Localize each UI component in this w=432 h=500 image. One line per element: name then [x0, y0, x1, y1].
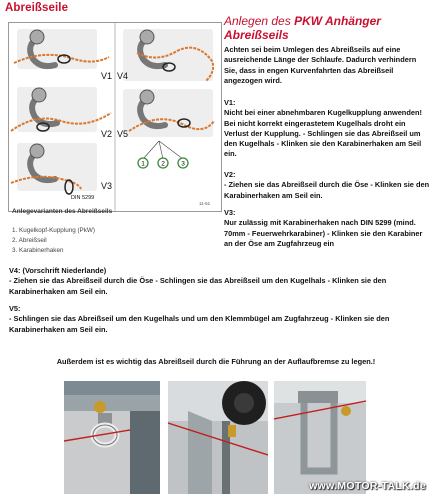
v3-section: [224, 208, 430, 249]
label-v4: V4: [117, 71, 129, 81]
drawing-v3: [11, 143, 97, 194]
watermark: www.MOTOR-TALK.de: [309, 480, 426, 492]
drawing-v2: [11, 87, 111, 132]
v3-label: V3:: [224, 208, 236, 217]
legend-item-1: 1. Kugelkopf-Kupplung (PkW): [12, 227, 95, 234]
label-v5: V5: [117, 129, 129, 139]
legend-item-3: 3. Karabinerhaken: [12, 247, 64, 255]
coupling-drawings: [9, 23, 221, 211]
din-label: DIN 5299: [71, 195, 95, 201]
drawing-v1: [14, 29, 109, 69]
figure-legend: [12, 226, 95, 257]
v1-text: Nicht bei einer abnehmbaren Kugelkupplung anwenden! Bei nicht korrekt eingerastetem Kugelhals droht ein Verlust der Kupplung. - Schlingen sie das Abreißseil um den Kugelhals - Klinken sie den Karabinerhaken am Seil ein.: [224, 108, 422, 159]
v1-label: V1:: [224, 98, 236, 107]
section-heading: [224, 14, 429, 42]
callout-1: 1: [141, 160, 145, 168]
v2-label: V2:: [224, 170, 236, 179]
v5-label: V5:: [9, 304, 21, 313]
photo-brake-guide: [168, 381, 268, 494]
callout-drawing: [138, 141, 188, 168]
v3-text: Nur zulässig mit Karabinerhaken nach DIN 5299 (mind. 70mm - Feuerwehrkarabiner) - Klinken sie den Karabiner an der Öse am Zugfahrzeug ein: [224, 218, 423, 248]
label-v2: V2: [101, 129, 113, 139]
v4-text: - Ziehen sie das Abreißseil durch die Öse - Schlingen sie das Abreißseil um den Kugelhals - Klinken sie den Karabinerhaken am Seil ein.: [9, 276, 387, 296]
legend-item-2: 2. Abreißseil: [12, 237, 47, 245]
drawing-v5: [123, 89, 214, 137]
photo-clamp-bracket: [274, 381, 366, 494]
v4-label: V4: (Vorschrift Niederlande): [9, 266, 107, 275]
heading-line1-bold: PKW Anhänger: [294, 14, 381, 28]
heading-line2: Abreißseils: [224, 28, 289, 42]
v2-text: - Ziehen sie das Abreißseil durch die Öse - Klinken sie den Karabinerhaken am Seil ein.: [224, 180, 430, 200]
page-title: Abreißseile: [5, 2, 69, 14]
v5-text: - Schlingen sie das Abreißseil um den Kugelhals und um den Klemmbügel am Zugfahrzeug - Klinken sie den Karabinerhaken am Seil ein.: [9, 314, 390, 334]
figure-caption: Anlegevarianten des Abreißseils: [12, 208, 113, 215]
drawing-v4: [123, 29, 213, 81]
callout-2: 2: [161, 160, 165, 168]
label-v3: V3: [101, 181, 113, 191]
figure-number: 11-51: [199, 201, 211, 206]
label-v1: V1: [101, 71, 113, 81]
callout-3: 3: [181, 160, 185, 168]
intro-text: Achten sei beim Umlegen des Abreißseils auf eine ausreichende Länge der Schlaufe. Dadurch verhindern Sie, dass in engen Kurvenfahrten das Abreißseil angezogen wird.: [224, 45, 417, 85]
v2-section: [224, 170, 430, 201]
coupling-illustration: [8, 22, 222, 212]
brake-guide-notice: Außerdem ist es wichtig das Abreißseil durch die Führung an der Auflaufbremse zu legen.!: [56, 357, 376, 366]
v1-section: [224, 98, 430, 160]
heading-line1: Anlegen des: [224, 14, 295, 28]
photo-eyelet: [64, 381, 160, 494]
v4-section: [9, 266, 427, 297]
v5-section: [9, 304, 427, 335]
